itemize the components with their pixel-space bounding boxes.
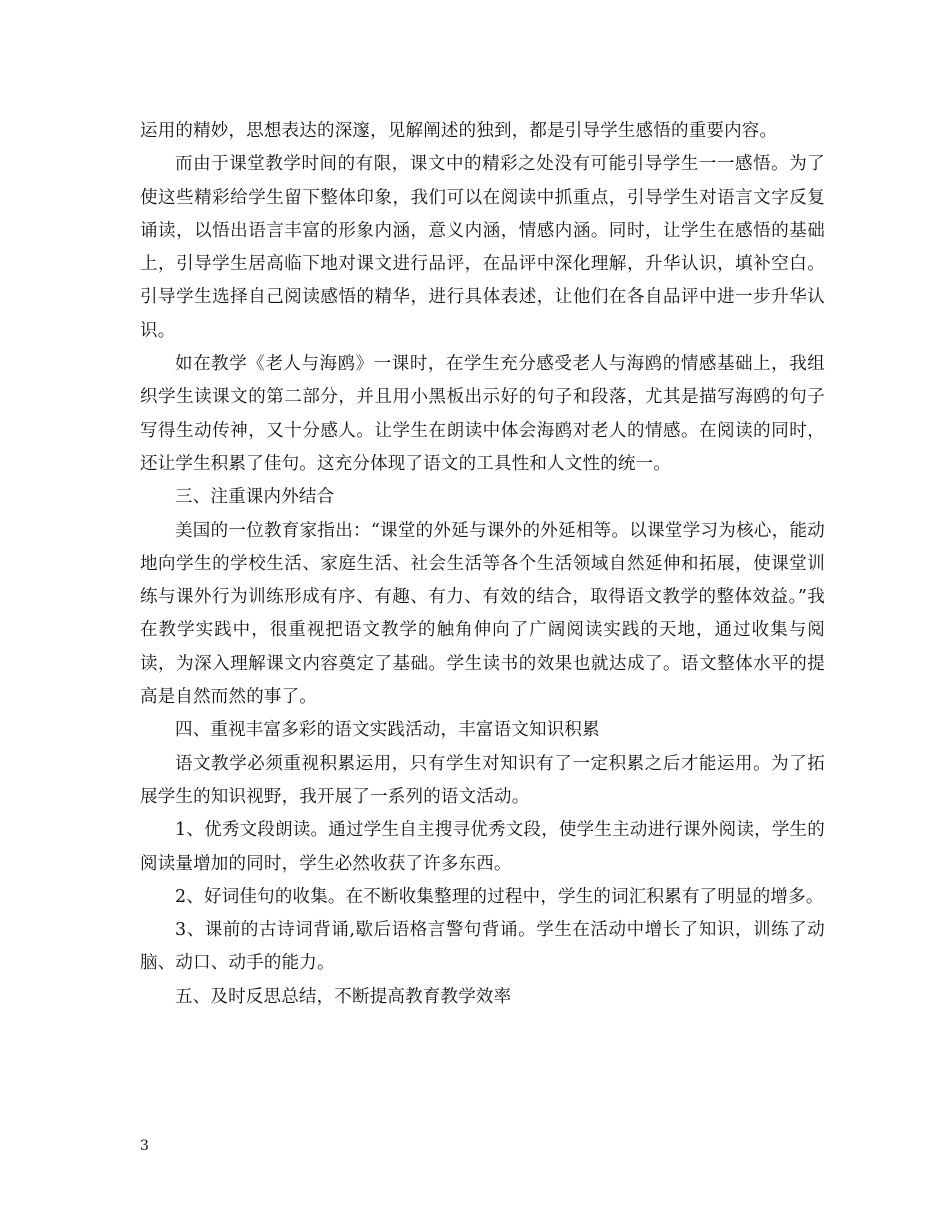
section-heading: 五、及时反思总结，不断提高教育教学效率	[175, 986, 512, 1007]
list-item: 2、好词佳句的收集。在不断收集整理的过程中，学生的词汇积累有了明显的增多。	[175, 886, 824, 907]
paragraph-continuation: 运用的精妙，思想表达的深邃，见解阐述的独到，都是引导学生感悟的重要内容。	[140, 121, 778, 141]
section-heading: 三、注重课内外结合	[175, 487, 335, 508]
section-heading: 四、重视丰富多彩的语文实践活动，丰富语文知识积累	[175, 720, 600, 741]
document-body	[140, 115, 825, 1014]
list-item: 1、优秀文段朗读。通过学生自主搜寻优秀文段，使学生主动进行课外阅读，学生的阅读量增加的同时，学生必然收获了许多东西。	[140, 820, 825, 874]
paragraph: 语文教学必须重视积累运用，只有学生对知识有了一定积累之后才能运用。为了拓展学生的知识视野，我开展了一系列的语文活动。	[140, 753, 825, 807]
list-item: 3、课前的古诗词背诵,歇后语格言警句背诵。学生在活动中增长了知识，训练了动脑、动口、动手的能力。	[140, 920, 825, 974]
paragraph: 而由于课堂教学时间的有限，课文中的精彩之处没有可能引导学生一一感悟。为了使这些精彩给学生留下整体印象，我们可以在阅读中抓重点，引导学生对语言文字反复诵读，以悟出语言丰富的形象内涵，意义内涵，情感内涵。同时，让学生在感悟的基础上，引导学生居高临下地对课文进行品评，在品评中深化理解，升华认识，填补空白。引导学生选择自己阅读感悟的精华，进行具体表述，让他们在各自品评中进一步升华认识。	[140, 154, 825, 341]
paragraph: 美国的一位教育家指出：“课堂的外延与课外的外延相等。以课堂学习为核心，能动地向学生的学校生活、家庭生活、社会生活等各个生活领域自然延伸和拓展，使课堂训练与课外行为训练形成有序、有趣、有力、有效的结合，取得语文教学的整体效益。”我在教学实践中，很重视把语文教学的触角伸向了广阔阅读实践的天地，通过收集与阅读，为深入理解课文内容奠定了基础。学生读书的效果也就达成了。语文整体水平的提高是自然而然的事了。	[140, 520, 825, 708]
paragraph: 如在教学《老人与海鸥》一课时，在学生充分感受老人与海鸥的情感基础上，我组织学生读课文的第二部分，并且用小黑板出示好的句子和段落，尤其是描写海鸥的句子写得生动传神，又十分感人。让学生在朗读中体会海鸥对老人的情感。在阅读的同时，还让学生积累了佳句。这充分体现了语文的工具性和人文性的统一。	[140, 354, 825, 474]
page-number: 3	[140, 1138, 149, 1154]
